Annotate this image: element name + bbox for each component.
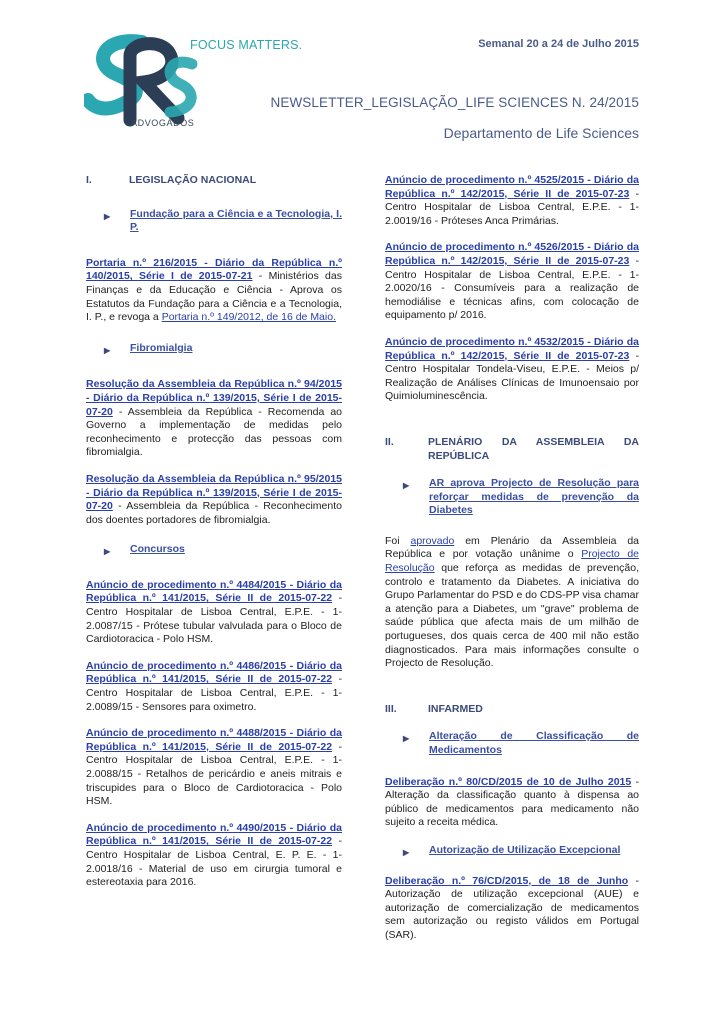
legal-entry bbox=[385, 174, 639, 228]
entry-text: - Ministérios das Finanças e da Educação e Ciência - Aprova os Estatutos da Fundação para a Ciência e a Tecnologia, I. P., e revoga a bbox=[86, 270, 342, 324]
subsection-fct[interactable] bbox=[104, 208, 342, 235]
entry-text: - Autorização de utilização excepcional (AUE) e autorização de comercialização de medicamentos sem autorização ou registo válidos em Portugal (SAR). bbox=[385, 874, 639, 941]
entry-text: - Centro Hospitalar Tondela-Viseu, E.P.E. - Meios p/ Realização de Análises Clínicas de Imunoensaio por Quimioluminescência. bbox=[385, 349, 639, 403]
subsection-title[interactable]: Fibromialgia bbox=[130, 341, 193, 354]
entry-text: - Centro Hospitalar de Lisboa Central, E.P.E. - 1-2.0020/16 - Consumíveis para a realização de hemodiálise e técnicas afins, com colocação de equipamento p/ 2016. bbox=[385, 254, 639, 322]
subsection-title[interactable]: Alteração de Classificação de Medicamentos bbox=[429, 730, 639, 756]
entry-link[interactable]: Anúncio de procedimento n.º 4490/2015 - Diário da República n.º 141/2015, Série II de 2015-07-22 bbox=[86, 821, 342, 848]
legal-entry bbox=[86, 822, 342, 890]
entry-text: - Assembleia da República - Recomenda ao Governo a implementação de medidas pelo reconhecimento e protecção das pessoas com fibromialgia. bbox=[86, 405, 342, 459]
department-name: Departamento de Life Sciences bbox=[443, 125, 639, 141]
legal-entry bbox=[86, 579, 342, 647]
entry-link[interactable]: Resolução da Assembleia da República n.º 95/2015 - Diário da República n.º 139/2015, Série I de 2015-07-20 bbox=[86, 472, 342, 513]
subsection-ar-diabetes[interactable] bbox=[403, 477, 639, 518]
firm-tagline: FOCUS MATTERS. bbox=[190, 38, 303, 52]
subsection-title[interactable]: Fundação para a Ciência e a Tecnologia, I. P. bbox=[130, 207, 342, 234]
triangle-bullet-icon: ▶ bbox=[104, 547, 111, 557]
paragraph-text: em Plenário da Assembleia da República e por votação unânime o bbox=[385, 534, 639, 561]
entry-text: - Centro Hospitalar de Lisboa Central, E.P.E. - 1-2.0019/16 - Próteses Anca Primárias. bbox=[385, 187, 639, 227]
triangle-bullet-icon: ▶ bbox=[104, 211, 111, 221]
section-title: INFARMED bbox=[428, 702, 483, 715]
right-column bbox=[385, 174, 639, 943]
triangle-bullet-icon: ▶ bbox=[403, 847, 410, 857]
section-title: PLENÁRIO DA ASSEMBLEIA DA REPÚBLICA bbox=[428, 435, 639, 462]
subsection-concursos[interactable] bbox=[104, 543, 342, 559]
subsection-alteracao[interactable] bbox=[403, 730, 639, 757]
legal-entry bbox=[385, 875, 639, 943]
newsletter-title: NEWSLETTER_LEGISLAÇÃO_LIFE SCIENCES N. 24/2015 bbox=[270, 95, 639, 110]
issue-week: Semanal 20 a 24 de Julho 2015 bbox=[478, 38, 639, 50]
paragraph-text: que reforça as medidas de prevenção, controlo e tratamento da Diabetes. A iniciativa do Grupo Parlamentar do PSD e do CDS-PP visa chamar a atenção para a Diabetes, um "grave" problema de saúde pública que afecta mais de um milhão de portugueses, dos quais cerca de 400 mil não estão diagnosticados. Para mais informações consulte o Projecto de Resolução. bbox=[385, 562, 639, 670]
section-number: II. bbox=[385, 435, 394, 448]
entry-link[interactable]: Deliberação n.º 80/CD/2015 de 10 de Julho 2015 bbox=[385, 775, 632, 788]
triangle-bullet-icon: ▶ bbox=[403, 481, 410, 491]
paragraph-text: Foi bbox=[385, 534, 411, 547]
entry-link[interactable]: Anúncio de procedimento n.º 4484/2015 - Diário da República n.º 141/2015, Série II de 2015-07-22 bbox=[86, 578, 342, 605]
triangle-bullet-icon: ▶ bbox=[403, 734, 410, 744]
legal-entry bbox=[86, 473, 342, 527]
subsection-title[interactable]: AR aprova Projecto de Resolução para reforçar medidas de prevenção da Diabetes bbox=[429, 477, 639, 517]
section-title: LEGISLAÇÃO NACIONAL bbox=[129, 174, 257, 186]
portaria-link[interactable]: Portaria n.º 149/2012, de 16 de Maio. bbox=[161, 311, 336, 324]
entry-link[interactable]: Anúncio de procedimento n.º 4532/2015 - Diário da República n.º 142/2015, Série II de 2015-07-23 bbox=[385, 335, 639, 362]
subsection-title[interactable]: Concursos bbox=[130, 543, 185, 556]
section-heading-plenario bbox=[385, 436, 639, 463]
section-number: III. bbox=[385, 702, 397, 715]
projecto-resolucao-link[interactable]: Projecto de Resolução bbox=[385, 548, 639, 575]
entry-link[interactable]: Resolução da Assembleia da República n.º 94/2015 - Diário da República n.º 139/2015, Série I de 2015-07-20 bbox=[86, 378, 342, 418]
entry-text: - Centro Hospitalar de Lisboa Central, E.P.E. - 1-2.0087/15 - Prótese tubular valvulada para o Bloco de Cardiotoracica - Polo HSM. bbox=[86, 592, 342, 646]
aprovado-link[interactable]: aprovado bbox=[410, 534, 455, 547]
entry-link[interactable]: Anúncio de procedimento n.º 4488/2015 - Diário da República n.º 141/2015, Série II de 2015-07-22 bbox=[86, 727, 342, 753]
legal-entry bbox=[86, 727, 342, 809]
entry-link[interactable]: Anúncio de procedimento n.º 4526/2015 - Diário da República n.º 142/2015, Série II de 2015-07-23 bbox=[385, 241, 639, 267]
legal-entry bbox=[86, 660, 342, 714]
section-heading-infarmed bbox=[385, 703, 639, 717]
legal-entry bbox=[86, 378, 342, 460]
entry-link[interactable]: Deliberação n.º 76/CD/2015, de 18 de Junho bbox=[385, 874, 629, 887]
entry-link[interactable]: Anúncio de procedimento n.º 4525/2015 - Diário da República n.º 142/2015, Série II de 2015-07-23 bbox=[385, 174, 639, 200]
legal-entry bbox=[385, 776, 639, 830]
section-number: I. bbox=[86, 174, 92, 186]
entry-text: - Alteração da classificação quanto à dispensa ao público de medicamentos para medicamento não sujeito a receita médica. bbox=[385, 775, 639, 829]
section-heading-legislacao bbox=[86, 174, 342, 188]
entry-link[interactable]: Anúncio de procedimento n.º 4486/2015 - Diário da República n.º 141/2015, Série II de 2015-07-22 bbox=[86, 659, 342, 686]
subsection-title[interactable]: Autorização de Utilização Excepcional bbox=[429, 843, 621, 856]
subsection-autorizacao[interactable] bbox=[403, 844, 639, 860]
entry-text: - Assembleia da República - Reconhecimento dos doentes portadores de fibromialgia. bbox=[86, 500, 342, 526]
entry-text: - Centro Hospitalar de Lisboa Central, E.P.E. - 1-2.0089/15 - Sensores para oximetro. bbox=[86, 673, 342, 713]
entry-link[interactable]: Portaria n.º 216/2015 - Diário da República n.º 140/2015, Série I de 2015-07-21 bbox=[86, 256, 342, 283]
legal-entry bbox=[385, 336, 639, 404]
entry-text: - Centro Hospitalar de Lisboa Central, E. P. E. - 1-2.0018/16 - Material de uso em cirurgia tumoral e estereotaxia para 2016. bbox=[86, 835, 342, 889]
legal-entry bbox=[86, 257, 342, 325]
triangle-bullet-icon: ▶ bbox=[104, 345, 111, 355]
entry-text: - Centro Hospitalar de Lisboa Central, E.P.E. - 1-2.0088/15 - Retalhos de pericárdio e aneis mitrais e triscupides para o Bloco de Cardiotoracica - Polo HSM. bbox=[86, 740, 342, 808]
legal-entry bbox=[385, 241, 639, 323]
subsection-fibromialgia[interactable] bbox=[104, 342, 342, 358]
left-column bbox=[86, 174, 342, 890]
firm-subtitle: ADVOGADOS bbox=[131, 118, 195, 128]
news-paragraph bbox=[385, 535, 639, 671]
